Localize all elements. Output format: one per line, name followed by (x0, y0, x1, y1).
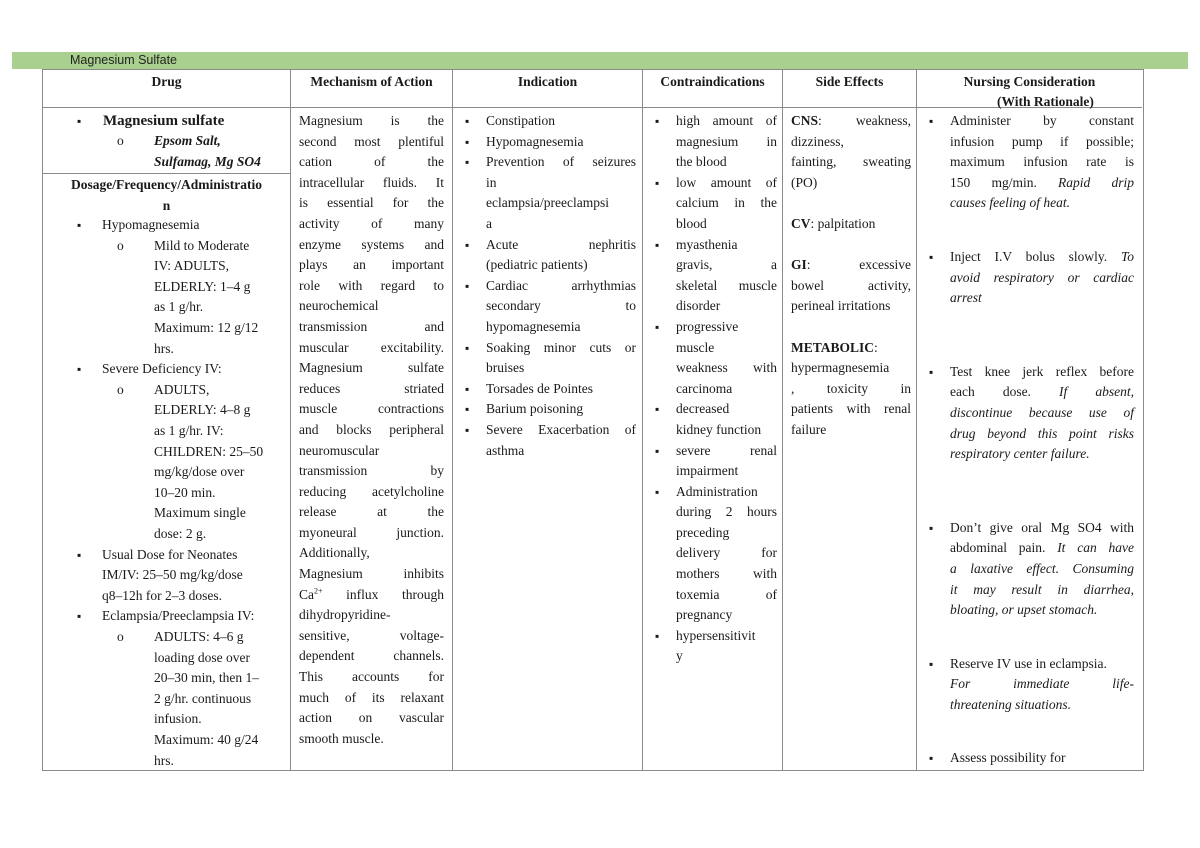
nursing-rationale-line: For immediate life- (950, 676, 1134, 692)
contraindication-item-line: ▪ myasthenia (676, 236, 738, 252)
nursing-rationale-line: drug beyond this point risks (950, 425, 1134, 441)
dosage-header: Dosage/Frequency/Administratio n (43, 173, 290, 216)
mechanism-line: release at the (299, 504, 444, 520)
dosage-line: Maximum: 40 g/24 (154, 732, 259, 747)
mechanism-line: plays an important (299, 257, 444, 273)
nursing-column (916, 70, 1142, 770)
contraindication-item-line: blood (676, 215, 707, 231)
nursing-rationale: It can have (1057, 540, 1134, 556)
drug-alias: Epsom Salt, (154, 133, 221, 148)
indication-item-line: bruises (486, 360, 525, 376)
indication-item-line: ▪ Torsades de Pointes (486, 380, 594, 396)
nursing-item (950, 111, 1134, 214)
nursing-line: maximum infusion rate is (950, 154, 1134, 170)
indication-item-line: ▪ Hypomagnesemia (486, 133, 584, 149)
mechanism-line: second most plentiful (299, 133, 444, 149)
nursing-rationale-line: discontinue because use of (950, 404, 1134, 420)
mechanism-text (299, 111, 444, 749)
contraindication-item-line: weakness with (676, 360, 777, 376)
mechanism-line: enzyme systems and (299, 236, 444, 252)
mechanism-line: dependent channels. (299, 648, 444, 664)
indication-column (452, 70, 642, 770)
header-side-effects: Side Effects (783, 70, 916, 108)
header-mechanism: Mechanism of Action (291, 70, 452, 108)
title-bar (12, 52, 1188, 69)
mechanism-line: muscle contractions (299, 401, 444, 417)
calcium-symbol: Ca (299, 586, 314, 602)
cns-line: CNS: weakness, (791, 113, 911, 128)
mechanism-line: transmission by (299, 463, 444, 479)
contraindication-item-line: y (676, 648, 683, 664)
mechanism-line: Magnesium sulfate (299, 360, 444, 376)
nursing-line: ▪ Administer by constant (950, 113, 1134, 128)
nursing-line (950, 247, 1134, 268)
nursing-rationale-line: causes feeling of heat. (950, 195, 1070, 211)
dosage-line: Mild to Moderate (154, 237, 250, 253)
mechanism-line: and blocks peripheral (299, 421, 444, 437)
contraindication-item-line: the blood (676, 154, 727, 170)
contraindication-item-line: ▪ Administration (676, 483, 758, 499)
indication-item (486, 276, 636, 338)
circle-bullet-icon: o (117, 133, 124, 148)
mechanism-column (290, 70, 452, 770)
nursing-text: Inject I.V bolus slowly. (950, 248, 1121, 264)
circle-bullet-icon: o (117, 629, 124, 644)
bullet-icon: ▪ (77, 114, 82, 128)
dosage-line: infusion. (154, 711, 202, 727)
drug-table (42, 69, 1144, 771)
nursing-item (950, 247, 1134, 309)
contraindication-item-line: pregnancy (676, 607, 733, 623)
cv-line: CV: palpitation (791, 215, 876, 231)
indication-item-line: ▪ Constipation (486, 113, 556, 128)
side-effects-column (782, 70, 916, 770)
nursing-line: ▪ Reserve IV use in eclampsia. (950, 655, 1107, 671)
header-nursing: Nursing Consideration (With Rationale) (917, 70, 1142, 108)
circle-bullet-icon: o (117, 237, 124, 253)
bullet-icon: ▪ (77, 547, 82, 562)
nursing-item (950, 654, 1134, 716)
dosage-line: Maximum: 12 g/12 (154, 320, 259, 335)
contraindication-item-line: disorder (676, 298, 721, 314)
indication-item (486, 379, 636, 400)
contraindication-item (676, 482, 777, 626)
indication-item-line: ▪ Cardiac arrhythmias (486, 277, 636, 293)
dosage-line: IV: ADULTS, (154, 258, 230, 274)
dosage-line: ADULTS, (154, 381, 210, 397)
bullet-icon: ▪ (77, 609, 82, 624)
indication-item (486, 399, 636, 420)
indication-item-line: a (486, 215, 492, 231)
indication-item-line: hypomagnesemia (486, 318, 581, 334)
dosage-line: as 1 g/hr. (154, 299, 204, 315)
indication-list (486, 111, 636, 461)
indication-item (486, 235, 636, 276)
nursing-rationale-line: it may result in diarrhea, (950, 581, 1134, 597)
circle-bullet-icon: o (117, 381, 124, 397)
bullet-icon: ▪ (77, 362, 82, 377)
mechanism-line: transmission and (299, 318, 444, 334)
dosage-line: Eclampsia/Preeclampsia IV: (102, 608, 255, 624)
nursing-list (950, 111, 1134, 769)
indication-item (486, 152, 636, 234)
mechanism-line: much of its relaxant (299, 689, 444, 705)
indication-item-line: in (486, 174, 497, 190)
mechanism-line: dihydropyridine- (299, 607, 391, 623)
indication-item (486, 420, 636, 461)
dosage-line: CHILDREN: 25–50 (154, 443, 264, 459)
dosage-line: mg/kg/dose over (154, 464, 245, 480)
mechanism-line: cation of the (299, 154, 444, 170)
indication-item (486, 132, 636, 153)
nursing-line (950, 382, 1134, 403)
contraindication-item-line: delivery for (676, 545, 777, 561)
nursing-text: abdominal pain. (950, 540, 1058, 556)
indication-item (486, 338, 636, 379)
mechanism-line: activity of many (299, 215, 444, 231)
contraindication-item (676, 235, 777, 317)
contraindication-item (676, 626, 777, 667)
indication-item-line: (pediatric patients) (486, 257, 588, 273)
mechanism-line: intracellular fluids. It (299, 174, 444, 190)
contraindication-item (676, 111, 777, 173)
contraindication-item-line: gravis, a (676, 257, 777, 273)
dosage-line: 20–30 min, then 1– (154, 670, 259, 686)
dosage-line: Severe Deficiency IV: (102, 361, 222, 377)
metabolic-line: METABOLIC: (791, 339, 878, 355)
contraindication-item-line: carcinoma (676, 380, 733, 396)
contraindications-column (642, 70, 782, 770)
calcium-charge: 2+ (314, 586, 323, 596)
dosage-line: hrs. (154, 340, 174, 356)
contraindication-item-line: magnesium in (676, 133, 777, 149)
contraindication-item-line: skeletal muscle (676, 277, 777, 293)
mechanism-line: is essential for the (299, 195, 444, 211)
page-title: Magnesium Sulfate (70, 53, 178, 67)
nursing-rationale-line: bloating, or upset stomach. (950, 602, 1098, 618)
indication-item-line: ▪ Soaking minor cuts or (486, 339, 636, 355)
dosage-line: ELDERLY: 4–8 g (154, 402, 251, 418)
contraindication-item-line: mothers with (676, 566, 777, 582)
nursing-item (950, 748, 1134, 769)
nursing-line: ▪ Don’t give oral Mg SO4 with (950, 519, 1134, 535)
nursing-line: ▪ Assess possibility for (950, 750, 1066, 766)
nursing-rationale: Rapid drip (1058, 174, 1134, 190)
dosage-line: q8–12h for 2–3 doses. (102, 587, 222, 603)
indication-item-line: ▪ Acute nephritis (486, 236, 636, 252)
dosage-line: ADULTS: 4–6 g (154, 629, 244, 644)
contraindication-item-line: calcium in the (676, 195, 777, 211)
contraindication-item (676, 173, 777, 235)
indication-item-line: ▪ Barium poisoning (486, 401, 584, 417)
contraindication-item-line: muscle (676, 339, 715, 355)
nursing-text: 150 mg/min. (950, 174, 1059, 190)
nursing-line: ▪ Test knee jerk reflex before (950, 363, 1134, 379)
bullet-icon: ▪ (77, 218, 82, 232)
dosage-line: as 1 g/hr. IV: (154, 423, 224, 438)
indication-item-line: ▪ Prevention of seizures (486, 154, 636, 170)
nursing-rationale-line: arrest (950, 290, 982, 306)
indication-item (486, 111, 636, 132)
indication-item-line: asthma (486, 442, 525, 458)
dosage-line: Maximum single (154, 505, 246, 521)
mechanism-line: This accounts for (299, 669, 444, 685)
header-drug: Drug (43, 70, 290, 108)
contraindication-item-line: ▪ high amount of (676, 113, 777, 128)
mechanism-line: reducing acetylcholine (299, 483, 444, 499)
nursing-line: infusion pump if possible; (950, 133, 1134, 149)
indication-item-line: eclampsia/preeclampsi (486, 195, 609, 211)
drug-column (43, 70, 290, 770)
contraindication-item-line: ▪ low amount of (676, 174, 777, 190)
dosage-line: 10–20 min. (154, 484, 216, 500)
nursing-rationale: To (1120, 248, 1134, 264)
nursing-rationale-line: threatening situations. (950, 696, 1071, 712)
contraindication-item (676, 317, 777, 399)
nursing-rationale: If absent, (1059, 384, 1134, 400)
contraindication-item-line: impairment (676, 463, 739, 479)
mechanism-line: sensitive, voltage- (299, 627, 444, 643)
contraindication-item-line: ▪ progressive (676, 318, 739, 334)
nursing-text: each dose. (950, 384, 1060, 400)
mechanism-line: neuromuscular (299, 442, 380, 458)
drug-name: Magnesium sulfate (103, 113, 225, 129)
nursing-rationale-line: a laxative effect. Consuming (950, 560, 1134, 576)
mechanism-line: Additionally, (299, 545, 370, 561)
indication-item-line: ▪ Severe Exacerbation of (486, 421, 636, 437)
indication-item-line: secondary to (486, 298, 636, 314)
contraindication-item-line: kidney function (676, 421, 762, 437)
contraindication-item-line: toxemia of (676, 586, 777, 602)
mechanism-line: role with regard to (299, 277, 444, 293)
mechanism-line: neurochemical (299, 298, 379, 314)
contraindications-list (676, 111, 777, 667)
contraindication-item (676, 399, 777, 440)
mechanism-line: smooth muscle. (299, 730, 384, 746)
gi-line: GI: excessive (791, 257, 911, 273)
contraindication-item-line: ▪ decreased (676, 401, 730, 417)
dosage-line: Hypomagnesemia (102, 217, 200, 232)
mechanism-line: muscular excitability. (299, 339, 444, 355)
contraindication-item (676, 441, 777, 482)
nursing-item (950, 362, 1134, 465)
dosage-line: IM/IV: 25–50 mg/kg/dose (102, 567, 243, 583)
contraindication-item-line: during 2 hours (676, 504, 777, 520)
contraindication-item-line: preceding (676, 524, 730, 540)
header-contraindications: Contraindications (643, 70, 782, 108)
mechanism-line: Magnesium is the (299, 113, 444, 128)
nursing-item (950, 518, 1134, 621)
side-effects-text: CNS: weakness, dizziness, fainting, sweating (PO) CV: palpitation GI: excessive bowel activity, perineal irritations METABOLIC: hypermagnesemia , toxicity in patients with renal failure (791, 113, 911, 437)
drug-alias: Sulfamag, Mg SO4 (154, 153, 261, 169)
nursing-rationale-line: respiratory center failure. (950, 446, 1090, 462)
mechanism-line (299, 585, 444, 606)
mechanism-line: reduces striated (299, 380, 444, 396)
mechanism-line: Magnesium inhibits (299, 566, 444, 582)
dosage-line: ELDERLY: 1–4 g (154, 278, 251, 294)
contraindication-item-line: ▪ severe renal (676, 442, 777, 458)
dosage-line: Usual Dose for Neonates (102, 546, 238, 562)
mechanism-line: myoneural junction. (299, 524, 444, 540)
nursing-rationale-line: avoid respiratory or cardiac (950, 269, 1134, 285)
nursing-line (950, 538, 1134, 559)
dosage-line: 2 g/hr. continuous (154, 690, 252, 706)
dosage-line: loading dose over (154, 649, 250, 665)
dosage-line: dose: 2 g. (154, 526, 207, 541)
mechanism-line: action on vascular (299, 710, 444, 726)
contraindication-item-line: ▪ hypersensitivit (676, 627, 756, 643)
mechanism-text-part: influx through (322, 586, 444, 602)
dosage-line: hrs. (154, 752, 174, 768)
header-indication: Indication (453, 70, 642, 108)
nursing-line (950, 173, 1134, 194)
